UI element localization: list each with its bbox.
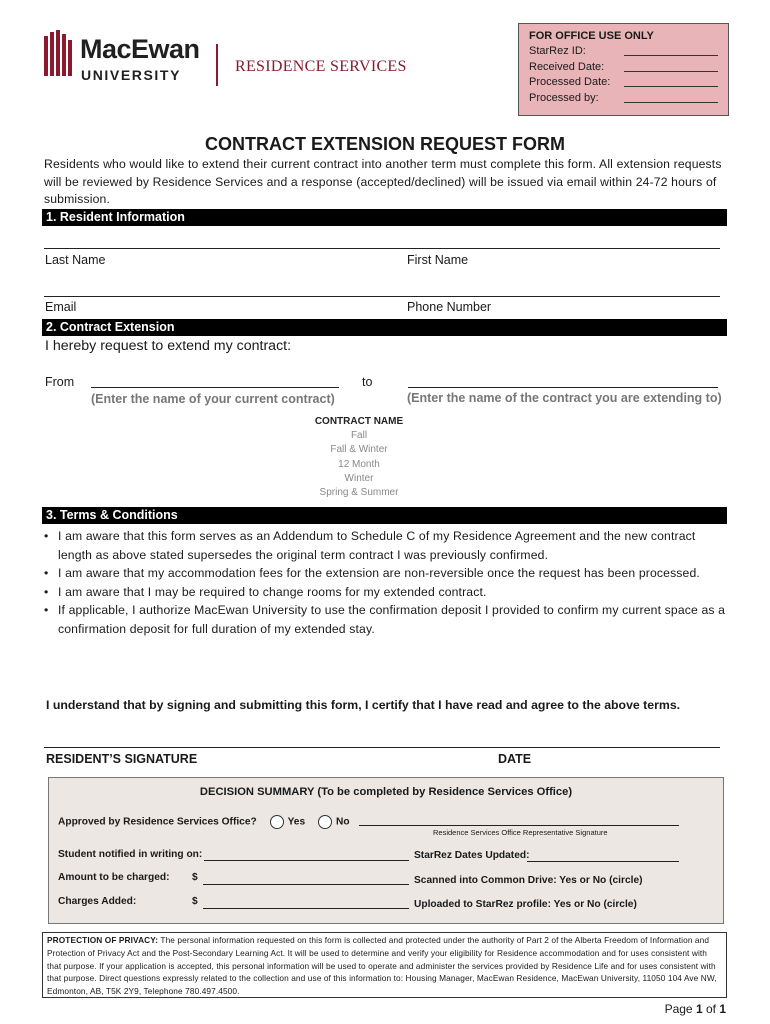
section-terms-conditions: 3. Terms & Conditions — [42, 507, 727, 524]
university-subtitle: UNIVERSITY — [81, 67, 182, 83]
terms-list — [44, 527, 727, 638]
department-name: RESIDENCE SERVICES — [235, 58, 407, 75]
list-item: • If applicable, I authorize MacEwan University to use the confirmation deposit I provided to confirm my current space as a confirmation deposit for full duration of my extended stay. — [44, 603, 726, 636]
first-name-label: First Name — [407, 253, 469, 267]
signature-date-line[interactable] — [44, 747, 720, 748]
office-field-processed-by[interactable]: Processed by: — [529, 91, 718, 107]
notified-date-input[interactable] — [204, 860, 409, 861]
extension-request-text: I hereby request to extend my contract: — [45, 338, 292, 354]
logo-divider — [216, 44, 218, 86]
starrez-dates-input[interactable] — [527, 861, 679, 862]
uploaded-label: Uploaded to StarRez profile: Yes or No (circle) — [414, 899, 637, 910]
charges-label: Charges Added: — [58, 896, 137, 907]
list-item: • I am aware that this form serves as an Addendum to Schedule C of my Residence Agreement and the new contract length as above stated supersedes the original term contract I was previously confirmed. — [44, 529, 696, 562]
macewan-logo-icon — [44, 30, 76, 76]
form-title: CONTRACT EXTENSION REQUEST FORM — [204, 134, 565, 154]
charges-dollar-sign: $ — [192, 896, 198, 907]
email-label: Email — [45, 300, 77, 314]
page-number: Page 1 of 1 — [664, 1002, 726, 1016]
current-contract-input[interactable] — [91, 387, 339, 388]
no-label: No — [336, 816, 350, 828]
contract-name-heading: CONTRACT NAME — [314, 416, 404, 427]
section-resident-information: 1. Resident Information — [42, 209, 727, 226]
contact-input-line[interactable] — [44, 296, 720, 297]
charges-input[interactable] — [203, 908, 409, 909]
amount-dollar-sign: $ — [192, 872, 198, 883]
office-field-starrez-id[interactable]: StarRez ID: — [529, 44, 718, 60]
rep-signature-line[interactable] — [359, 825, 679, 826]
contract-option: Fall & Winter — [330, 444, 388, 456]
new-contract-input[interactable] — [408, 387, 718, 388]
new-contract-hint: (Enter the name of the contract you are extending to) — [407, 391, 722, 405]
starrez-dates-label: StarRez Dates Updated: — [414, 850, 530, 861]
contract-option: Winter — [344, 472, 374, 484]
office-field-received-date[interactable]: Received Date: — [529, 60, 718, 76]
name-input-line[interactable] — [44, 248, 720, 249]
approved-label: Approved by Residence Services Office? — [58, 816, 257, 828]
approved-yes-radio[interactable] — [270, 815, 284, 829]
scanned-label: Scanned into Common Drive: Yes or No (circle) — [414, 875, 643, 886]
university-name: MacEwan — [80, 34, 200, 64]
date-label: DATE — [498, 752, 532, 766]
privacy-notice — [42, 932, 727, 998]
privacy-label: PROTECTION OF PRIVACY: — [47, 935, 159, 945]
phone-label: Phone Number — [407, 300, 492, 314]
contract-option: Spring & Summer — [319, 487, 399, 499]
office-use-box — [518, 23, 729, 116]
list-item: • I am aware that my accommodation fees for the extension are non-reversible once the request has been processed. — [44, 566, 700, 580]
section-contract-extension: 2. Contract Extension — [42, 319, 727, 336]
contract-option: 12 Month — [338, 458, 380, 470]
office-field-processed-date[interactable]: Processed Date: — [529, 75, 718, 91]
list-item: • I am aware that I may be required to change rooms for my extended contract. — [44, 584, 487, 599]
privacy-text: The personal information requested on this form is collected and protected under the authority of Part 2 of the Alberta Freedom of Information and Protection of Privacy Act and the Post-Secondary Learning Act. It will be used to determine and verify your eligibility for Residence accommodation and for uses consistent with that purpose. If your application is accepted, this personal information will be used to operate and administer the services provided by Residence Life and for uses consistent with that purpose. Direct questions expressly related to the collection and use of this information to: Housing Manager, MacEwan Residence, MacEwan University, 11050 104 Ave NW, Edmonton, AB, T5K 2Y9, Telephone 780.497.4500. — [47, 935, 717, 997]
approved-no-radio[interactable] — [318, 815, 332, 829]
office-use-heading: FOR OFFICE USE ONLY — [529, 30, 654, 42]
to-label: to — [362, 375, 373, 389]
rep-signature-label: Residence Services Office Representative Signature — [433, 828, 608, 837]
certification-statement: I understand that by signing and submitting this form, I certify that I have read and agree to the above terms. — [46, 698, 681, 712]
current-contract-hint: (Enter the name of your current contract) — [91, 392, 335, 406]
yes-label: Yes — [287, 816, 306, 828]
contract-name-list — [300, 415, 418, 500]
decision-summary-box — [48, 777, 724, 924]
notified-label: Student notified in writing on: — [58, 849, 203, 860]
amount-input[interactable] — [203, 884, 409, 885]
from-label: From — [45, 375, 75, 389]
form-intro: Residents who would like to extend their current contract into another term must complete this form. All extension requests will be reviewed by Residence Services and a response (accepted/declined) will be issued via email within 24-72 hours of submission. — [44, 157, 722, 206]
amount-label: Amount to be charged: — [58, 872, 170, 883]
decision-heading: DECISION SUMMARY (To be completed by Residence Services Office) — [199, 786, 573, 798]
last-name-label: Last Name — [45, 253, 106, 267]
contract-option: Fall — [350, 430, 368, 442]
resident-signature-label: RESIDENT’S SIGNATURE — [46, 752, 198, 766]
